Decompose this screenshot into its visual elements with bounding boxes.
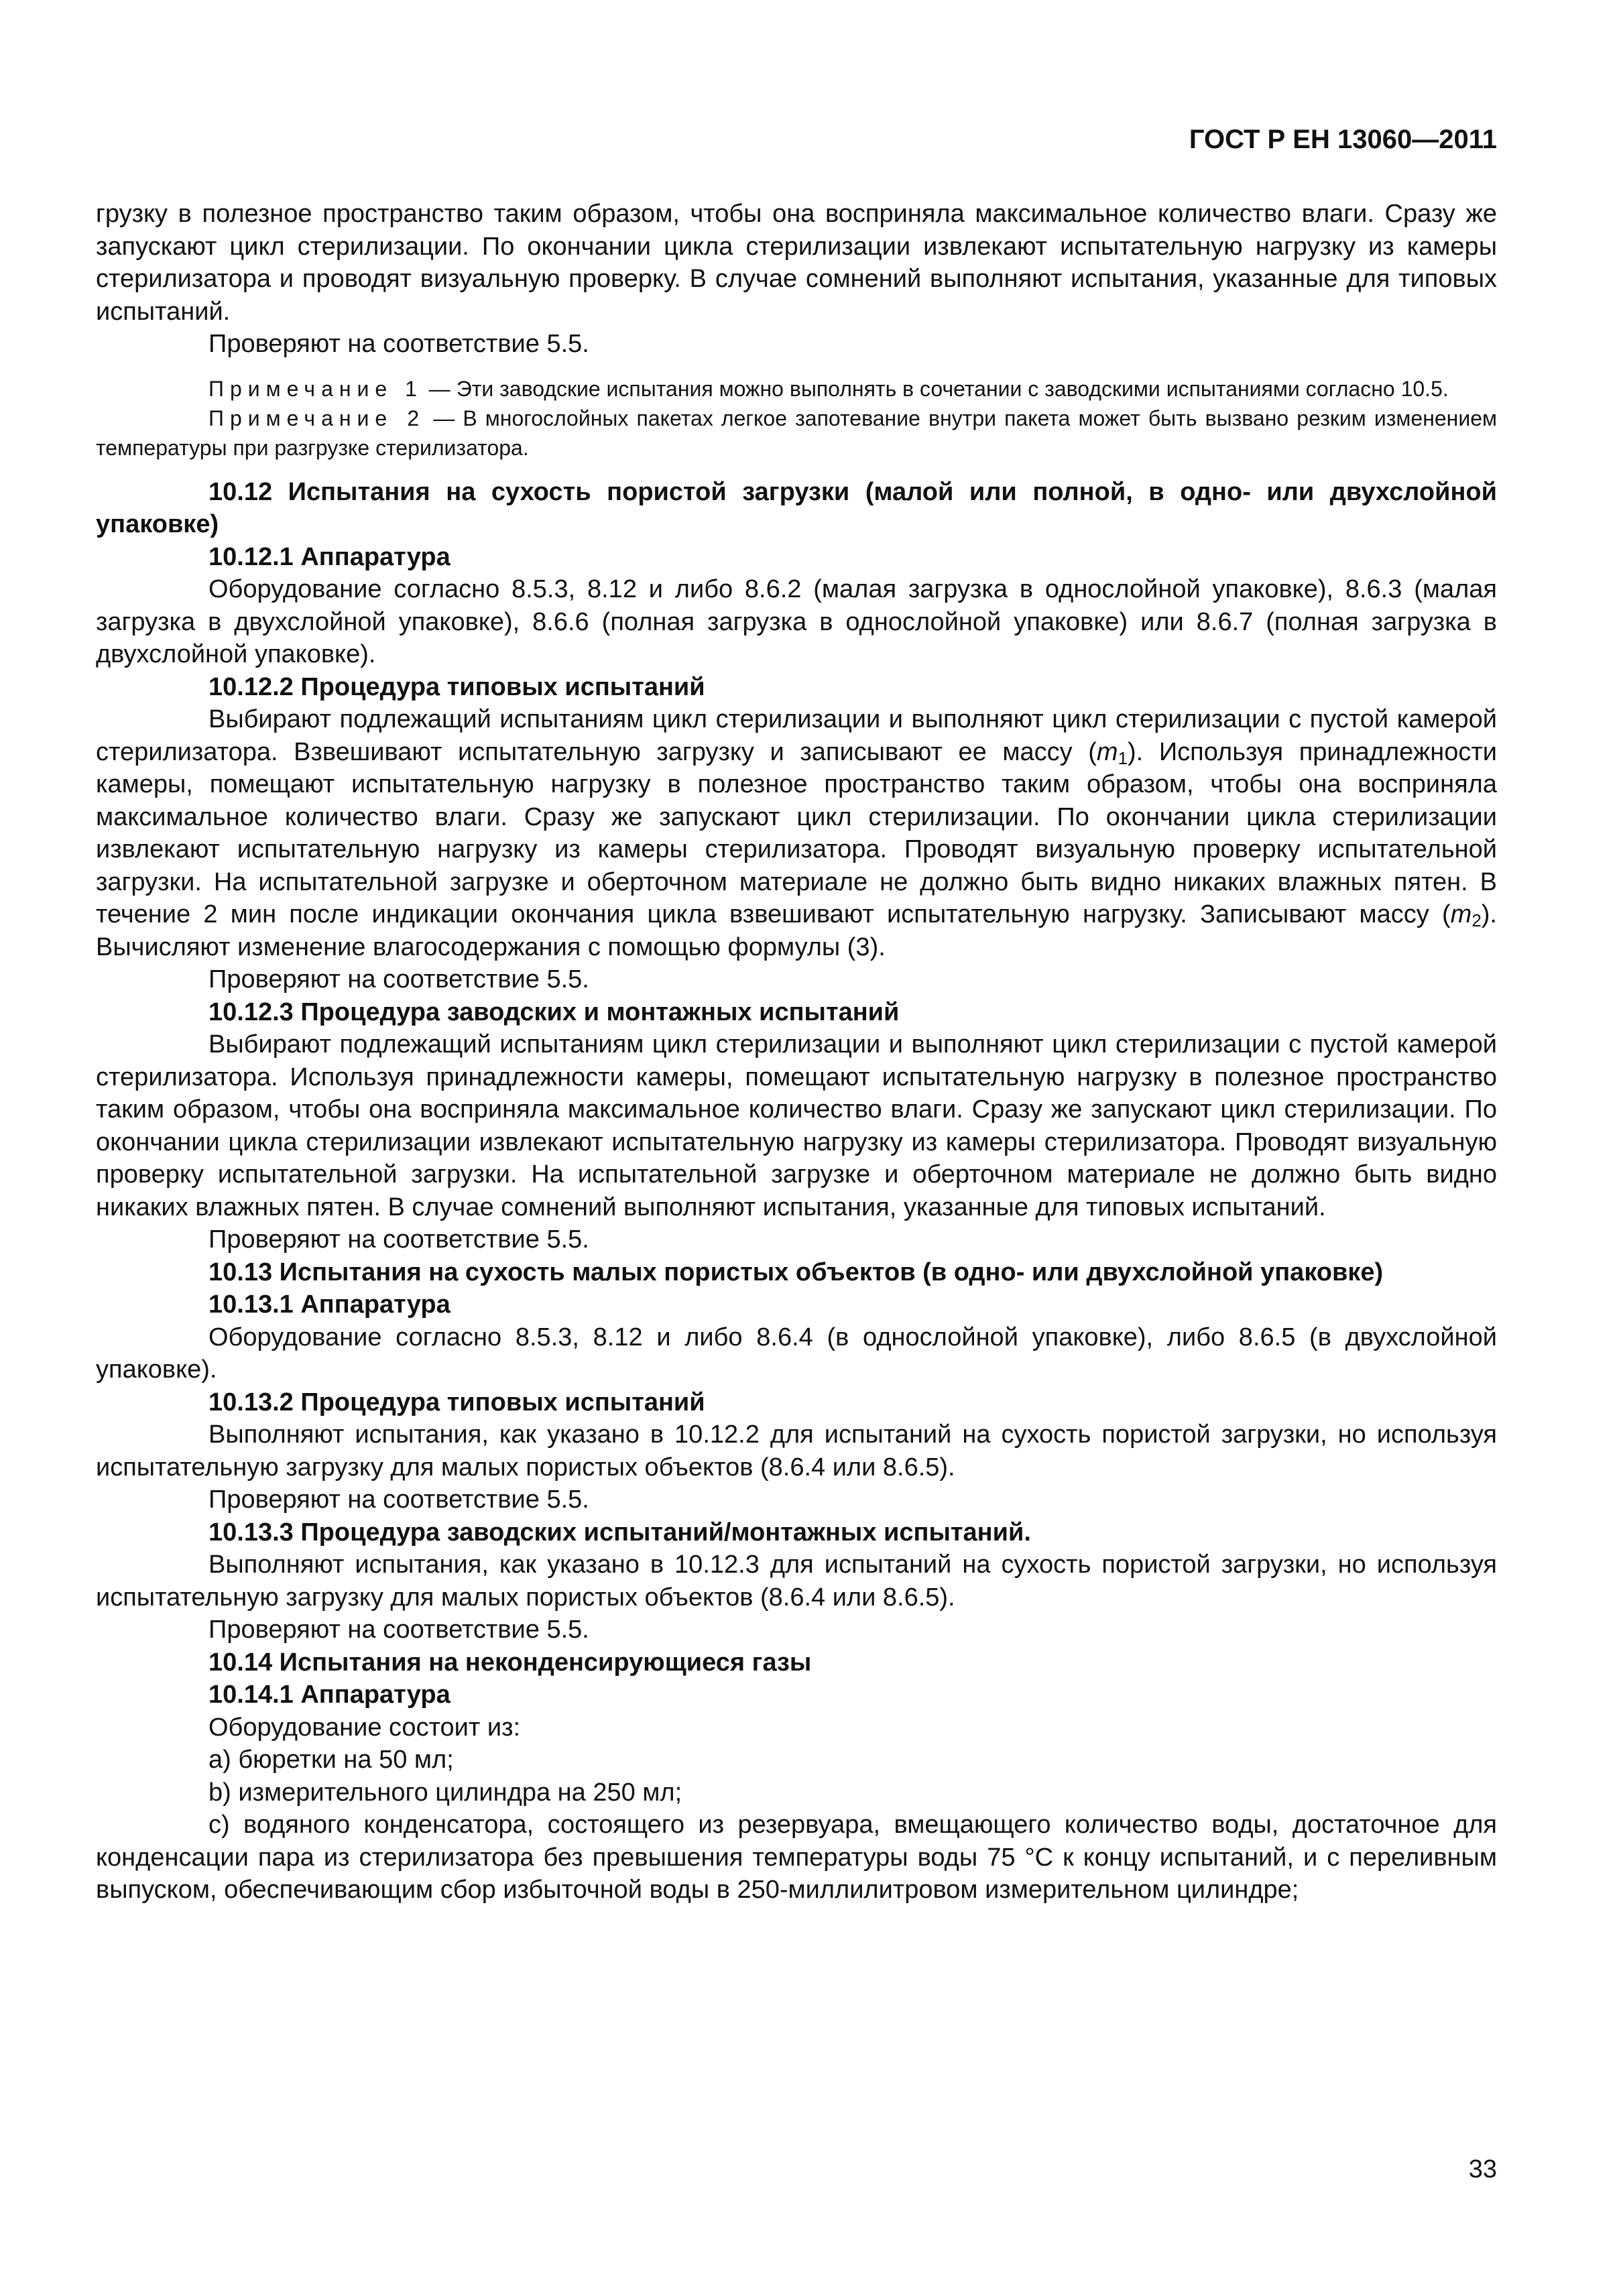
paragraph: Выбирают подлежащий испытаниям цикл стерилизации и выполняют цикл стерилизации с пустой камерой стерилизатора. Используя принадлежности камеры, помещают испытательную нагрузку в полезное пространство таким образом, чтобы она восприняла максимальное количество влаги. Сразу же запускают цикл стерилизации. По окончании цикла стерилизации извлекают испытательную нагрузку из камеры стерилизатора. Проводят визуальную проверку испытательной загрузки. На испытательной загрузке и оберточном материале не должно быть видно никаких влажных пятен. В случае сомнений выполняют испытания, указанные для типовых испытаний. xyxy=(96,1030,1497,1221)
paragraph: Выполняют испытания, как указано в 10.12.3 для испытаний на сухость пористой загрузки, но используя испытательную загрузку для малых пористых объектов (8.6.4 или 8.6.5). xyxy=(96,1551,1497,1612)
subsection-heading: 10.13.3 Процедура заводских испытаний/монтажных испытаний. xyxy=(208,1518,1031,1547)
subsection-heading: 10.12.1 Аппаратура xyxy=(208,542,450,571)
page-number: 33 xyxy=(1468,2155,1497,2183)
conformity-check: Проверяют на соответствие 5.5. xyxy=(208,1225,589,1254)
paragraph-with-formula: Выбирают подлежащий испытаниям цикл стерилизации и выполняют цикл стерилизации с пустой камерой стерилизатора. Взвешивают испытательную загрузку и записывают ее массу $(m_1)$. Используя принадлежности камеры, помещают испытательную нагрузку в полезное пространство таким образом, чтобы она восприняла максимальное количество влаги. Сразу же запускают цикл стерилизации. По окончании цикла стерилизации извлекают испытательную нагрузку из камеры стерилизатора. Проводят визуальную проверку испытательной загрузки. На испытательной загрузке и оберточном материале не должно быть видно никаких влажных пятен. В течение 2 мин после индикации окончания цикла взвешивают испытательную нагрузку. Записывают массу $(m_2)$. Вычисляют изменение влагосодержания с помощью формулы (3). xyxy=(96,705,1497,961)
subsection-heading: 10.13.1 Аппаратура xyxy=(208,1290,450,1319)
note-1 xyxy=(96,374,1497,404)
note-text: — В многослойных пакетах легкое запотевание внутри пакета может быть вызвано резким изменением температуры при разгрузке стерилизатора. xyxy=(96,406,1498,460)
note-label: Примечание 2 xyxy=(208,406,426,430)
conformity-check: Проверяют на соответствие 5.5. xyxy=(208,1486,589,1514)
conformity-check: Проверяют на соответствие 5.5. xyxy=(208,965,589,993)
conformity-check: Проверяют на соответствие 5.5. xyxy=(208,330,589,358)
subsection-heading: 10.14.1 Аппаратура xyxy=(208,1681,450,1709)
paragraph: Оборудование согласно 8.5.3, 8.12 и либо 8.6.2 (малая загрузка в однослойной упаковке), 8.6.3 (малая загрузка в двухслойной упаковке), 8.6.6 (полная загрузка в однослойной упаковке) или 8.6.7 (полная загрузка в двухслойной упаковке). xyxy=(96,575,1497,668)
list-item: b) измерительного цилиндра на 250 мл; xyxy=(208,1778,682,1807)
paragraph: Оборудование состоит из: xyxy=(208,1713,521,1742)
section-heading: 10.13 Испытания на сухость малых пористых объектов (в одно- или двухслойной упаковке) xyxy=(208,1258,1384,1286)
note-text: — Эти заводские испытания можно выполнять в сочетании с заводскими испытаниями согласно 10.5. xyxy=(422,376,1449,401)
list-item: c) водяного конденсатора, состоящего из резервуара, вмещающего количество воды, достаточное для конденсации пара из стерилизатора без превышения температуры воды 75 °С к концу испытаний, и с переливным выпуском, обеспечивающим сбор избыточной воды в 250-миллилитровом измерительном цилиндре; xyxy=(96,1811,1497,1904)
page-body xyxy=(96,121,1497,1907)
paragraph: Выполняют испытания, как указано в 10.12.2 для испытаний на сухость пористой загрузки, но используя испытательную загрузку для малых пористых объектов (8.6.4 или 8.6.5). xyxy=(96,1421,1497,1482)
paragraph: Оборудование согласно 8.5.3, 8.12 и либо 8.6.4 (в однослойной упаковке), либо 8.6.5 (в двухслойной упаковке). xyxy=(96,1323,1497,1384)
intro-paragraph: грузку в полезное пространство таким образом, чтобы она восприняла максимальное количество влаги. Сразу же запускают цикл стерилизации. По окончании цикла стерилизации извлекают испытательную нагрузку из камеры стерилизатора и проводят визуальную проверку. В случае сомнений выполняют испытания, указанные для типовых испытаний. xyxy=(96,200,1497,326)
conformity-check: Проверяют на соответствие 5.5. xyxy=(208,1616,589,1644)
note-label: Примечание 1 xyxy=(208,376,423,401)
list-item: a) бюретки на 50 мл; xyxy=(208,1746,454,1774)
document-id-header: ГОСТ Р ЕН 13060—2011 xyxy=(1189,125,1497,154)
section-heading: 10.14 Испытания на неконденсирующиеся газы xyxy=(208,1648,812,1677)
subsection-heading: 10.12.3 Процедура заводских и монтажных испытаний xyxy=(208,998,900,1026)
subsection-heading: 10.12.2 Процедура типовых испытаний xyxy=(208,672,705,701)
section-heading: 10.12 Испытания на сухость пористой загрузки (малой или полной, в одно- или двухслойной упаковке) xyxy=(96,477,1497,538)
note-2 xyxy=(96,404,1497,463)
subsection-heading: 10.13.2 Процедура типовых испытаний xyxy=(208,1388,705,1416)
